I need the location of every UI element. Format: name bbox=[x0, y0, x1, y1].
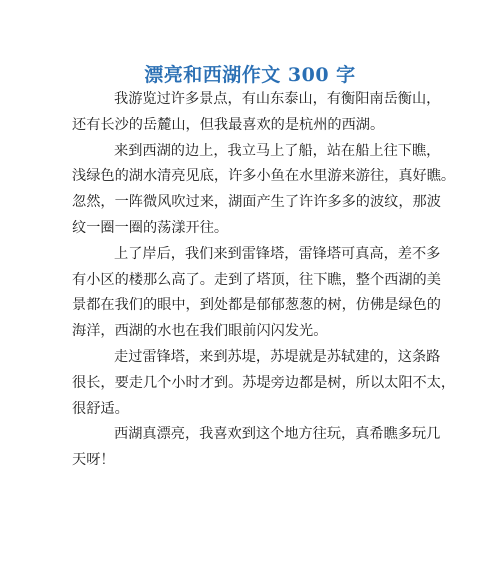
paragraph-2-line-1: 来到西湖的边上，我立马上了船，站在船上往下瞧， bbox=[114, 142, 441, 159]
paragraph-5-line-1: 西湖真漂亮，我喜欢到这个地方往玩，真希瞧多玩几 bbox=[114, 426, 441, 443]
paragraph-3-line-3: 景都在我们的眼中，到处都是郁郁葱葱的树，仿佛是绿色的 bbox=[72, 297, 441, 314]
paragraph-3-line-1: 上了岸后，我们来到雷锋塔，雷锋塔可真高，差不多 bbox=[114, 245, 441, 262]
document-title: 漂亮和西湖作文 300 字 bbox=[144, 64, 356, 86]
paragraph-4-line-3: 很舒适。 bbox=[72, 400, 129, 417]
paragraph-1-line-2: 还有长沙的岳麓山，但我最喜欢的是杭州的西湖。 bbox=[72, 116, 385, 133]
paragraph-2-line-2: 浅绿色的湖水清亮见底，许多小鱼在水里游来游往，真好瞧。 bbox=[72, 168, 456, 185]
paragraph-3-line-2: 有小区的楼那么高了。走到了塔顶，往下瞧，整个西湖的美 bbox=[72, 271, 441, 288]
paragraph-5-line-2: 天呀！ bbox=[72, 452, 115, 469]
paragraph-2-line-4: 纹一圈一圈的荡漾开往。 bbox=[72, 219, 229, 236]
paragraph-2-line-3: 忽然，一阵微风吹过来，湖面产生了许许多多的波纹，那波 bbox=[72, 194, 441, 211]
document-body bbox=[72, 87, 456, 474]
paragraph-3-line-4: 海洋，西湖的水也在我们眼前闪闪发光。 bbox=[72, 323, 328, 340]
paragraph-4-line-2: 很长，要走几个小时才到。苏堤旁边都是树，所以太阳不太， bbox=[72, 374, 456, 391]
paragraph-4-line-1: 走过雷锋塔，来到苏堤，苏堤就是苏轼建的，这条路 bbox=[114, 348, 441, 365]
paragraph-1-line-1: 我游览过许多景点，有山东泰山，有衡阳南岳衡山， bbox=[114, 91, 441, 107]
